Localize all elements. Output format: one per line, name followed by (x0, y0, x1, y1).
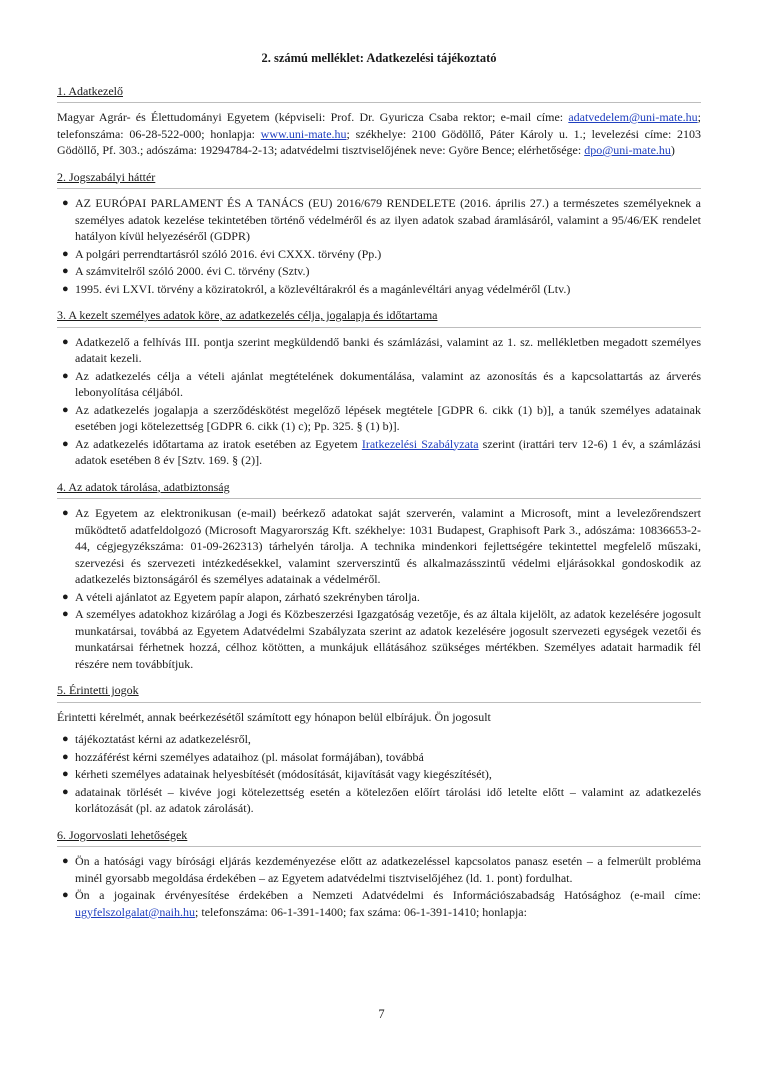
section-heading: 3. A kezelt személyes adatok köre, az adatkezelés célja, jogalapja és időtartama (57, 307, 701, 328)
section-storage-security (57, 479, 701, 673)
section-heading: 4. Az adatok tárolása, adatbiztonság (57, 479, 701, 500)
bullet-icon: ● (62, 785, 69, 798)
processing-list (57, 334, 701, 469)
list-item: ● Az Egyetem az elektronikusan (e-mail) beérkező adatokat saját szerverén, valamint a Microsoft, mint a levelezőrendszert működtető adatfeldolgozó (Microsoft Magyarország Kft. székhelye: 1031 Budapest, Graphisoft Park 3., adószáma: 10836653-2-44, cégjegyzékszáma: 01-09-262313) tárhelyén tárolja. A technika mindenkori fejlettségére tekintettel megfelelő műszaki, szervezési és szervezeti intézkedésekkel, valamint szerverszintű és alkalmazásszintű védelmi eljárásokkal gondoskodik az adatkezelés biztonságáról és személyes adatainak a védelméről. (62, 506, 701, 586)
bullet-icon: ● (62, 282, 69, 295)
dpo-email-link[interactable]: dpo@uni-mate.hu (584, 143, 671, 157)
list-item: ● tájékoztatást kérni az adatkezelésről, (62, 732, 251, 746)
section-legal-background (57, 169, 701, 298)
list-item: ● hozzáférést kérni személyes adataihoz (pl. másolat formájában), továbbá (62, 749, 424, 764)
section-heading: 5. Érintetti jogok (57, 682, 701, 703)
bullet-icon: ● (62, 197, 69, 209)
list-item: ● Ön a jogainak érvényesítése érdekében a Nemzeti Adatvédelmi és Információszabadság Hatósághoz (e-mail címe: ugyfelszolgalat@naih.hu; telefonszáma: 06-1-391-1400; fax száma: 06-1-391-1410; honlapja: (62, 888, 701, 919)
list-item: ● A számvitelről szóló 2000. évi C. törvény (Sztv.) (62, 264, 310, 278)
bullet-icon: ● (62, 247, 69, 260)
naih-email-link[interactable]: ugyfelszolgalat@naih.hu (75, 904, 196, 919)
rights-intro: Érintetti kérelmét, annak beérkezésétől számított egy hónapon belül elbírájuk. Ön jogosult (57, 709, 491, 724)
list-item: ● Az adatkezelés jogalapja a szerződéskötést megelőző lépések megtétele [GDPR 6. cikk (1) b)], a tanúk személyes adatainak esetében jogi kötelezettség [GDPR 6. cikk (1) c); Pp. 325. § (1) b)]. (62, 402, 701, 433)
bullet-icon: ● (62, 768, 69, 780)
list-item: ● Adatkezelő a felhívás III. pontja szerint megküldendő banki és számlázási, valamint az 1. sz. mellékletben megadott személyes adatait kezeli. (62, 334, 701, 365)
bullet-icon: ● (62, 507, 69, 519)
bullet-icon: ● (62, 403, 69, 416)
list-item: ● AZ EURÓPAI PARLAMENT ÉS A TANÁCS (EU) 2016/679 RENDELETE (2016. április 27.) a természetes személyeknek a személyes adatok kezelése tekintetében történő védelméről és az ilyen adatok szabad áramlásáról, valamint a 95/46/EK rendelet hatályon kívül helyezéséről (GDPR) (62, 196, 701, 243)
list-item: ● A polgári perrendtartásról szóló 2016. évi CXXX. törvény (Pp.) (62, 246, 382, 261)
legal-list (57, 195, 701, 297)
list-item: ● kérheti személyes adatainak helyesbítését (módosítását, kijavítását vagy kiegészítését), (62, 767, 492, 781)
list-item: ● 1995. évi LXVI. törvény a köziratokról, a közlevéltárakról és a magánlevéltári anyag védelméről (Ltv.) (62, 281, 571, 296)
page-number: 7 (378, 1007, 385, 1021)
section-processed-data (57, 307, 701, 469)
email-link[interactable]: adatvedelem@uni-mate.hu (568, 110, 698, 124)
section-heading: 6. Jogorvoslati lehetőségek (57, 827, 701, 848)
bullet-icon: ● (62, 369, 69, 382)
bullet-icon: ● (62, 733, 69, 745)
bullet-icon: ● (62, 889, 69, 901)
list-item: ● A vételi ajánlatot az Egyetem papír alapon, zárható szekrényben tárolja. (62, 589, 420, 604)
bullet-icon: ● (62, 750, 69, 763)
records-regulation-link[interactable]: Iratkezelési Szabályzata (361, 436, 479, 451)
section-data-subject-rights (57, 682, 701, 817)
section-heading: 1. Adatkezelő (57, 83, 701, 104)
bullet-icon: ● (62, 855, 69, 867)
bullet-icon: ● (62, 590, 69, 603)
bullet-icon: ● (62, 265, 69, 277)
bullet-icon: ● (62, 437, 69, 450)
document-title: 2. számú melléklet: Adatkezelési tájékoztató (261, 51, 497, 65)
remedies-list (57, 853, 701, 920)
controller-paragraph: Magyar Agrár- és Élettudományi Egyetem (képviseli: Prof. Dr. Gyuricza Csaba rektor; e-mail címe: adatvedelem@uni-mate.hu; telefonszáma: 06-28-522-000; honlapja: www.uni-mate.hu; székhelye: 2100 Gödöllő, Páter Károly u. 1.; levelezési címe: 2103 Gödöllő, Pf. 303.; adószáma: 19294784-2-13; adatvédelmi tisztviselőjének neve: Györe Bence; elérhetősége: dpo@uni-mate.hu) (57, 110, 701, 157)
list-item: ● adatainak törlését – kivéve jogi kötelezettség esetén a kötelezően előírt tárolási idő letelte előtt – valamint az adatkezelés korlátozását (pl. az adatok zárolását). (62, 784, 701, 815)
list-item: ● A személyes adatokhoz kizárólag a Jogi és Közbeszerzési Igazgatóság vezetője, és az általa kijelölt, az adatok kezelésére jogosult munkatársai, továbbá az Egyetem Adatvédelmi Szabályzata szerint az adatok kezelésére jogosult szervezeti egységek vezetői és munkatársai férhetnek hozzá, célhoz kötötten, a munkájuk ellátásához szükséges mértékben. Személyes adatait harmadik fél részére nem továbbítjuk. (62, 607, 701, 671)
section-data-controller (57, 83, 701, 159)
bullet-icon: ● (62, 335, 69, 348)
bullet-icon: ● (62, 608, 69, 620)
list-item: ● Az adatkezelés időtartama az iratok esetében az Egyetem Iratkezelési Szabályzata szerint (irattári terv 12-6) 1 év, a számlázási adatok esetében 8 év [Sztv. 169. § (2)]. (62, 436, 701, 467)
list-item: ● Ön a hatósági vagy bírósági eljárás kezdeményezése előtt az adatkezeléssel kapcsolatos panasz esetén – a felmerült probléma minél gyorsabb megoldása érdekében – az Egyetem adatvédelmi tisztviselőjéhez (ld. 1. pont) fordulhat. (62, 854, 701, 885)
website-link[interactable]: www.uni-mate.hu (260, 126, 347, 141)
list-item: ● Az adatkezelés célja a vételi ajánlat megtételének dokumentálása, valamint az azonosítás és a kapcsolattartás az árverés lebonyolítása céljából. (62, 368, 701, 399)
section-remedies (57, 827, 701, 921)
rights-list (57, 731, 701, 817)
section-heading: 2. Jogszabályi háttér (57, 169, 701, 190)
storage-list (57, 505, 701, 672)
